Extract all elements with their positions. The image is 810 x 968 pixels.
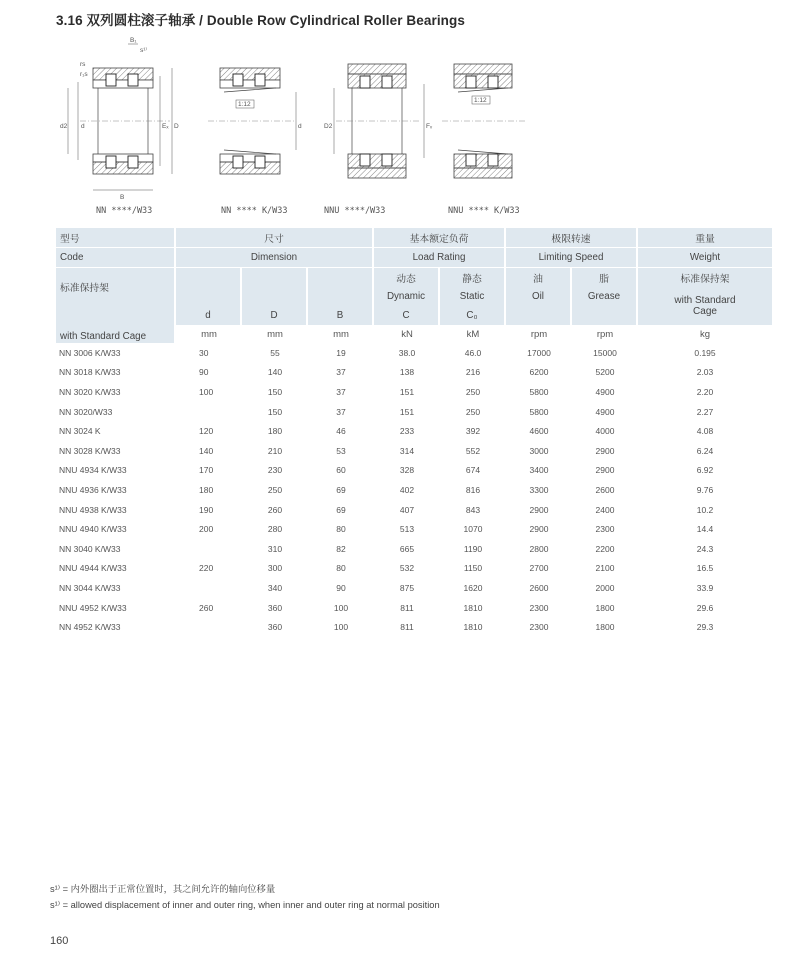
table-cell: 407 [399, 504, 415, 515]
table-cell: 811 [400, 622, 414, 633]
table-cell: 1800 [595, 622, 615, 633]
table-cell: 310 [267, 543, 283, 554]
table-cell: 674 [465, 465, 481, 476]
table-cell: 29.6 [696, 602, 714, 613]
diagram-label: NNU **** K/W33 [448, 206, 520, 216]
table-cell: 37 [336, 406, 346, 417]
table-row [56, 421, 772, 441]
table-cell: 80 [336, 563, 346, 574]
header-oil: Oil [506, 287, 572, 306]
table-cell: 250 [267, 484, 283, 495]
table-cell: 2000 [595, 582, 615, 593]
table-cell: 1810 [463, 622, 483, 633]
unit-weight: kg [638, 325, 772, 343]
dim-label-d-k: d [298, 123, 302, 130]
diagram-label: NN **** K/W33 [221, 206, 288, 216]
table-cell: 4.08 [696, 426, 714, 437]
table-row [56, 343, 772, 363]
header-dynamic-cn: 动态 [374, 268, 440, 287]
header-C: C [374, 306, 440, 325]
table-cell: 250 [465, 386, 481, 397]
dim-label-b1: B₁ [130, 37, 137, 44]
table-cell: 190 [199, 504, 214, 515]
table-cell: 230 [267, 465, 283, 476]
header-weight-cage-cn: 标准保持架 [638, 268, 772, 287]
bearing-code-cell: NNU 4934 K/W33 [59, 465, 127, 476]
table-cell: 328 [399, 465, 415, 476]
table-cell: 37 [336, 367, 346, 378]
table-cell: 180 [199, 484, 214, 495]
header-limiting-speed: Limiting Speed [506, 248, 638, 268]
table-cell: 2300 [529, 622, 549, 633]
table-cell: 53 [336, 445, 346, 456]
header-row-en [56, 248, 772, 268]
table-cell: 24.3 [696, 543, 714, 554]
header-grease: Grease [572, 287, 638, 306]
header-grease-cn: 脂 [572, 268, 638, 287]
table-cell: 90 [199, 367, 209, 378]
table-cell: 2800 [529, 543, 549, 554]
table-cell: 1620 [463, 582, 483, 593]
table-cell: 2300 [529, 602, 549, 613]
page-number: 160 [50, 935, 69, 947]
unit-C0: kM [440, 325, 506, 343]
table-cell: 340 [267, 582, 283, 593]
table-cell: 5800 [529, 406, 549, 417]
table-cell: 2100 [595, 563, 615, 574]
table-cell: 2.27 [696, 406, 714, 417]
header-static-cn: 静态 [440, 268, 506, 287]
bearing-code-cell: NN 3028 K/W33 [59, 445, 121, 456]
page-title: 3.16 双列圆柱滚子轴承 / Double Row Cylindrical Roller Bearings [56, 13, 465, 28]
header-speed-cn: 极限转速 [506, 228, 638, 248]
table-cell: 10.2 [696, 504, 714, 515]
table-cell: 4900 [595, 386, 615, 397]
table-cell: 875 [399, 582, 415, 593]
header-static: Static [440, 287, 506, 306]
header-weight: Weight [638, 248, 772, 268]
unit-grease: rpm [572, 325, 638, 343]
table-cell: 216 [465, 367, 481, 378]
table-cell: 513 [399, 524, 415, 535]
table-cell: 1070 [463, 524, 483, 535]
header-row-cn [56, 228, 772, 248]
footnote-cn: s¹⁾ = 内外圈出于正常位置时，其之间允许的轴向位移量 [50, 884, 276, 894]
unit-oil: rpm [506, 325, 572, 343]
bearing-code-cell: NNU 4952 K/W33 [59, 602, 127, 613]
table-cell: 4900 [595, 406, 615, 417]
table-cell: 1810 [463, 602, 483, 613]
table-cell: 100 [199, 386, 214, 397]
table-row [56, 578, 772, 598]
bearing-drawings [58, 36, 538, 206]
table-cell: 843 [465, 504, 481, 515]
table-row [56, 500, 772, 520]
table-cell [176, 578, 242, 598]
table-cell: 2900 [595, 445, 615, 456]
table-cell: 665 [399, 543, 415, 554]
dim-label-taper-2: 1:12 [474, 97, 487, 104]
bearing-code-cell: NN 3006 K/W33 [59, 347, 121, 358]
table-cell: 37 [336, 386, 346, 397]
table-cell: 19 [336, 347, 346, 358]
footnote-en: s¹⁾ = allowed displacement of inner and outer ring, when inner and outer ring at normal position [50, 900, 440, 910]
table-row [56, 598, 772, 618]
table-cell: 300 [267, 563, 283, 574]
table-cell: 1190 [463, 543, 483, 554]
header-code: Code [56, 248, 176, 268]
table-cell: 250 [465, 406, 481, 417]
dim-label-d: d [81, 123, 85, 130]
table-body [56, 343, 772, 637]
bearing-code-cell: NN 3040 K/W33 [59, 543, 121, 554]
dim-label-s: s¹⁾ [140, 47, 148, 54]
table-cell: 360 [267, 602, 283, 613]
header-weight-cn: 重量 [638, 228, 772, 248]
table-cell: 260 [267, 504, 283, 515]
table-cell: 69 [336, 484, 346, 495]
table-cell: 233 [399, 426, 415, 437]
diagram-label: NNU ****/W33 [324, 206, 386, 216]
table-cell: 16.5 [696, 563, 714, 574]
header-D: D [242, 306, 308, 325]
table-cell: 82 [336, 543, 346, 554]
header-type-cn: 型号 [56, 228, 176, 248]
table-row [56, 461, 772, 481]
table-cell [176, 402, 242, 422]
table-cell: 29.3 [696, 622, 714, 633]
table-row [56, 382, 772, 402]
table-cell: 811 [400, 602, 414, 613]
table-cell: 2900 [529, 504, 549, 515]
table-cell: 100 [333, 622, 349, 633]
table-cell: 220 [199, 563, 214, 574]
dim-label-D: D [174, 123, 179, 130]
header-oil-cn: 油 [506, 268, 572, 287]
table-cell: 151 [399, 386, 415, 397]
bearing-drawing-nn-k-w33 [208, 68, 296, 174]
table-cell: 210 [267, 445, 283, 456]
table-cell: 2600 [595, 484, 615, 495]
header-dynamic: Dynamic [374, 287, 440, 306]
table-cell: 1150 [463, 563, 483, 574]
table-cell: 5200 [595, 367, 615, 378]
table-cell: 46 [336, 426, 346, 437]
table-cell: 120 [199, 426, 214, 437]
table-cell: 2900 [529, 524, 549, 535]
table-cell: 69 [336, 504, 346, 515]
dim-label-D2: D2 [324, 123, 333, 130]
header-B: B [308, 306, 374, 325]
table-cell: 280 [267, 524, 283, 535]
table-cell: 2400 [595, 504, 615, 515]
table-cell: 140 [267, 367, 283, 378]
bearing-drawing-nnu-w33 [334, 64, 424, 178]
bearing-code-cell: NN 3020/W33 [59, 406, 113, 417]
header-cage-cn: 标准保持架 [56, 268, 176, 306]
table-cell: 2.20 [696, 386, 714, 397]
dim-label-e: Eₓ [162, 123, 169, 130]
unit-B: mm [308, 325, 374, 343]
table-cell: 90 [336, 582, 346, 593]
table-cell: 200 [199, 524, 214, 535]
bearing-code-cell: NN 3024 K [59, 426, 101, 437]
table-cell: 392 [465, 426, 481, 437]
table-row [56, 480, 772, 500]
table-cell: 6.92 [696, 465, 714, 476]
dim-label-d2: d2 [60, 123, 68, 130]
table-cell: 3400 [529, 465, 549, 476]
header-C0: C₀ [440, 306, 506, 325]
bearing-code-cell: NN 3044 K/W33 [59, 582, 121, 593]
bearing-code-cell: NN 3018 K/W33 [59, 367, 121, 378]
bearing-code-cell: NN 3020 K/W33 [59, 386, 121, 397]
table-cell: 2600 [529, 582, 549, 593]
table-row [56, 402, 772, 422]
table-cell: 150 [267, 386, 283, 397]
header-cage: with Standard Cage [56, 306, 176, 343]
table-cell: 3000 [529, 445, 549, 456]
table-cell: 2900 [595, 465, 615, 476]
bearing-code-cell: NNU 4940 K/W33 [59, 524, 127, 535]
bearing-drawing-nnu-k-w33 [442, 64, 526, 178]
table-cell: 2700 [529, 563, 549, 574]
dim-label-r1s: r₁s [80, 71, 88, 78]
table-row [56, 441, 772, 461]
table-cell: 260 [199, 602, 214, 613]
unit-D: mm [242, 325, 308, 343]
table-cell: 816 [465, 484, 481, 495]
table-cell: 46.0 [464, 347, 482, 358]
table-cell: 55 [270, 347, 280, 358]
table-cell: 402 [399, 484, 415, 495]
table-cell: 100 [333, 602, 349, 613]
table-cell: 140 [199, 445, 214, 456]
table-cell: 4600 [529, 426, 549, 437]
bearing-code-cell: NNU 4938 K/W33 [59, 504, 127, 515]
table-cell: 4000 [595, 426, 615, 437]
table-cell: 2.03 [696, 367, 714, 378]
table-cell: 552 [465, 445, 481, 456]
table-cell: 6.24 [696, 445, 714, 456]
table-cell: 150 [267, 406, 283, 417]
table-cell: 9.76 [696, 484, 714, 495]
table-cell: 532 [399, 563, 415, 574]
table-cell: 30 [199, 347, 209, 358]
table-cell: 151 [399, 406, 415, 417]
header-weight-cage: with Standard Cage [638, 287, 772, 325]
dim-label-taper-1: 1:12 [238, 101, 251, 108]
table-row [56, 559, 772, 579]
table-cell: 60 [336, 465, 346, 476]
dim-label-b: B [120, 194, 125, 201]
table-cell: 6200 [529, 367, 549, 378]
table-cell: 15000 [593, 347, 617, 358]
header-row-sub-cn [56, 268, 772, 287]
table-cell: 360 [267, 622, 283, 633]
bearing-code-cell: NN 4952 K/W33 [59, 622, 121, 633]
table-cell: 33.9 [696, 582, 714, 593]
table-cell: 17000 [527, 347, 551, 358]
table-cell: 180 [267, 426, 283, 437]
table-cell: 2300 [595, 524, 615, 535]
unit-d: mm [176, 325, 242, 343]
table-cell: 14.4 [696, 524, 714, 535]
bearing-code-cell: NNU 4936 K/W33 [59, 484, 127, 495]
table-row [56, 519, 772, 539]
dim-label-rs: rs [80, 61, 86, 68]
bearing-diagrams [58, 36, 538, 222]
table-row [56, 617, 772, 637]
bearing-code-cell: NNU 4944 K/W33 [59, 563, 127, 574]
table-cell: 3300 [529, 484, 549, 495]
table-row [56, 539, 772, 559]
header-load-cn: 基本额定负荷 [374, 228, 506, 248]
header-dimension: Dimension [176, 248, 374, 268]
header-dimension-cn: 尺寸 [176, 228, 374, 248]
table-cell: 170 [199, 465, 214, 476]
unit-C: kN [374, 325, 440, 343]
header-load-rating: Load Rating [374, 248, 506, 268]
table-cell [176, 617, 242, 637]
table-cell: 38.0 [398, 347, 416, 358]
table-cell: 314 [399, 445, 415, 456]
bearing-spec-table [56, 228, 772, 637]
header-d: d [176, 306, 242, 325]
table-cell [176, 539, 242, 559]
table-cell: 5800 [529, 386, 549, 397]
table-cell: 80 [336, 524, 346, 535]
table-cell: 1800 [595, 602, 615, 613]
table-row [56, 363, 772, 383]
table-cell: 138 [399, 367, 415, 378]
dim-label-F: Fᵥ [426, 123, 433, 130]
diagram-label: NN ****/W33 [96, 206, 153, 216]
table-cell: 0.195 [694, 347, 716, 358]
table-cell: 2200 [595, 543, 615, 554]
